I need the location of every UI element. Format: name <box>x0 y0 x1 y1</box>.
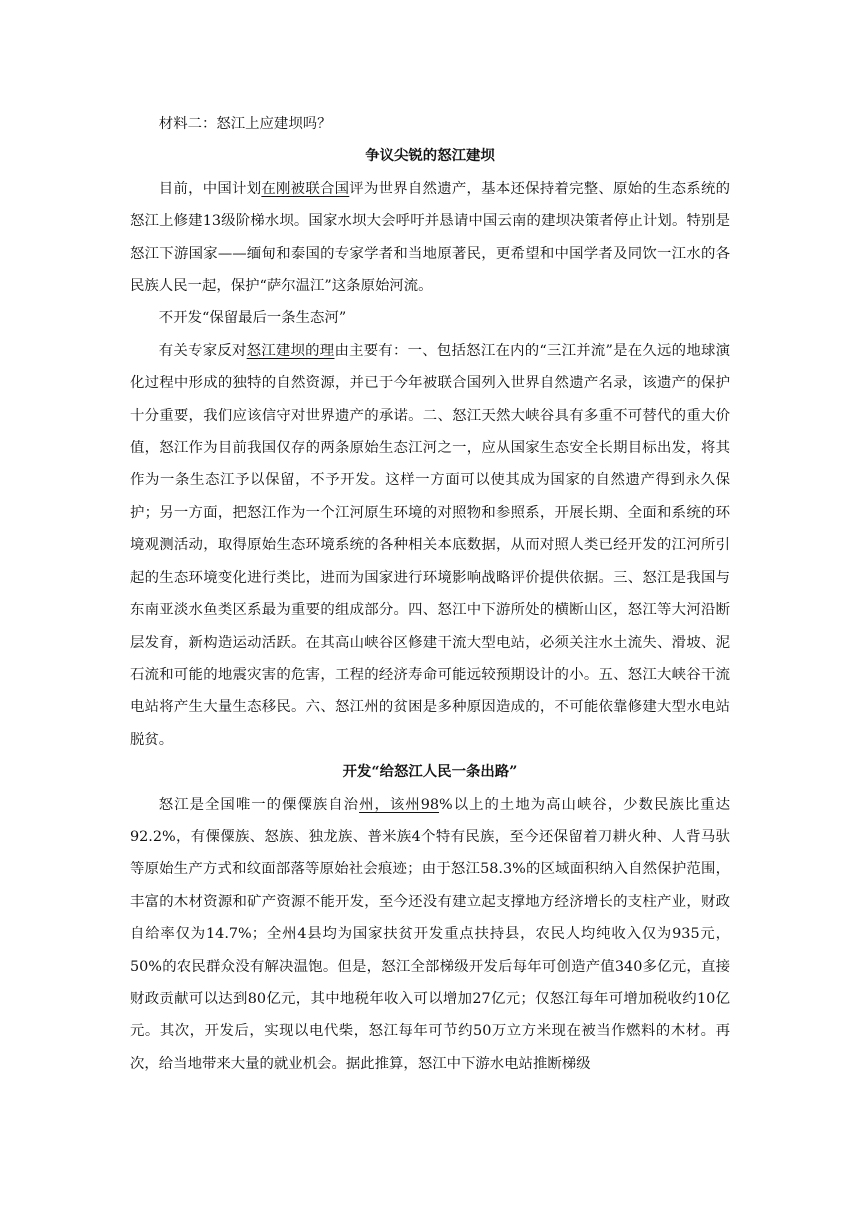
paragraph-intro-text-start: 目前，中国计划 <box>158 180 262 197</box>
paragraph-intro-text-rest: 评为世界自然遗产，基本还保持着完整、原始的生态系统的怒江上修建13级阶梯水坝。国家水坝大会呼吁并恳请中国云南的建坝决策者停止计划。特别是怒江下游国家——缅甸和泰国的专家学者和当地原著民，更希望和中国学者及同饮一江水的各民族人民一起，保护“萨尔温江”这条原始河流。 <box>130 180 730 295</box>
material-label: 材料二：怒江上应建坝吗？ <box>158 116 332 132</box>
paragraph-opposition-text-rest: 由主要有：一、包括怒江在内的“三江并流”是在久远的地球演化过程中形成的独特的自然资源，并已于今年被联合国列入世界自然遗产名录，该遗产的保护十分重要，我们应该信守对世界遗产的承诺。二、怒江天然大峡谷具有多重不可替代的重大价值，怒江作为目前我国仅存的两条原始生态江河之一，应从国家生态安全长期目标出发，将其作为一条生态江予以保留，不予开发。这样一方面可以使其成为国家的自然遗产得到永久保护；另一方面，把怒江作为一个江河原生环境的对照物和参照系，开展长期、全面和系统的环境观测活动，取得原始生态环境系统的各种相关本底数据，从而对照人类已经开发的江河所引起的生态环境变化进行类比，进而为国家进行环境影响战略评价提供依据。三、怒江是我国与东南亚淡水鱼类区系最为重要的组成部分。四、怒江中下游所处的横断山区，怒江等大河沿断层发育，新构造运动活跃。在其高山峡谷区修建干流大型电站，必须关注水土流失、滑坡、泥石流和可能的地震灾害的危害，工程的经济寿命可能远较预期设计的小。五、怒江大峡谷干流电站将产生大量生态移民。六、怒江州的贫困是多种原因造成的，不可能依靠修建大型水电站脱贫。 <box>130 342 730 748</box>
section-heading-development: 开发“给怒江人民一条出路” <box>342 763 518 781</box>
document-body <box>130 108 730 1080</box>
paragraph-intro <box>130 173 730 303</box>
underlined-phrase: 在刚被联合国 <box>261 180 350 197</box>
paragraph-development-reasons <box>130 789 730 1081</box>
underlined-phrase: 州，该州98 <box>359 796 440 813</box>
article-title: 争议尖锐的怒江建坝 <box>365 147 495 165</box>
paragraph-development-text-rest: %以上的土地为高山峡谷，少数民族比重达92.2%，有傈僳族、怒族、独龙族、普米族4个特有民族，至今还保留着刀耕火种、人背马驮等原始生产方式和纹面部落等原始社会痕迹；由于怒江58.3%的区域面积纳入自然保护范围，丰富的木材资源和矿产资源不能开发，至今还没有建立起支撑地方经济增长的支柱产业，财政自给率仅为14.7%；全州4县均为国家扶贫开发重点扶持县，农民人均纯收入仅为935元，50%的农民群众没有解决温饱。但是，怒江全部梯级开发后每年可创造产值340多亿元，直接财政贡献可以达到80亿元，其中地税年收入可以增加27亿元；仅怒江每年可增加税收约10亿元。其次，开发后，实现以电代柴，怒江每年可节约50万立方米现在被当作燃料的木材。再次，给当地带来大量的就业机会。据此推算，怒江中下游水电站推断梯级 <box>130 796 730 1072</box>
underlined-phrase: 怒江建坝的理 <box>246 342 335 359</box>
paragraph-opposition-reasons <box>130 335 730 756</box>
paragraph-opposition-text-start: 有关专家反对 <box>158 342 247 359</box>
paragraph-development-text-start: 怒江是全国唯一的傈僳族自治 <box>158 796 360 813</box>
section-heading-no-development: 不开发“保留最后一条生态河” <box>158 310 347 327</box>
